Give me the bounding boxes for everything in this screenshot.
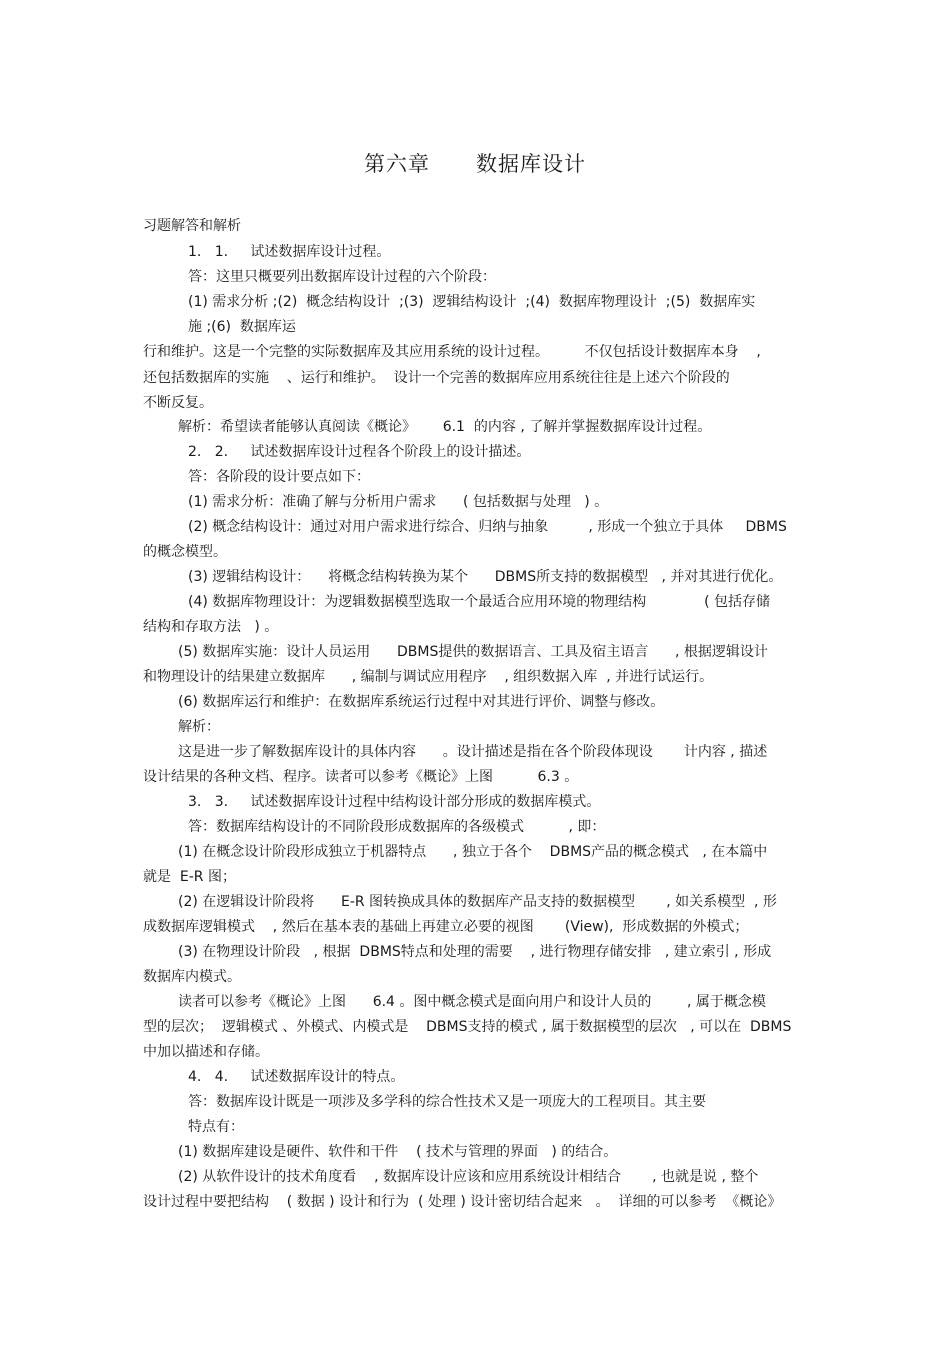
text-line: 设计过程中要把结构 ( 数据 ) 设计和行为 ( 处理 ) 设计密切结合起来 。 详细的可以参考 《概论》: [143, 1194, 782, 1210]
text-line: (4) 数据库物理设计：为逻辑数据模型选取一个最适合应用环境的物理结构 ( 包括存储: [188, 594, 771, 610]
text-line: (1) 需求分析 ;(2) 概念结构设计 ;(3) 逻辑结构设计 ;(4) 数据库物理设计 ;(5) 数据库实: [188, 294, 756, 310]
question-2: 2. 2. 试述数据库设计过程各个阶段上的设计描述。: [188, 444, 531, 460]
text-line: 施 ;(6) 数据库运: [188, 319, 296, 335]
text-line: (1) 在概念设计阶段形成独立于机器特点 , 独立于各个 DBMS产品的概念模式 , 在本篇中: [178, 844, 768, 860]
question-1: 1. 1. 试述数据库设计过程。: [188, 244, 391, 260]
text-line: (2) 在逻辑设计阶段将 E-R 图转换成具体的数据库产品支持的数据模型 , 如关系模型 , 形: [178, 894, 777, 910]
text-line: 解析：希望读者能够认真阅读《概论》 6.1 的内容 , 了解并掌握数据库设计过程。: [178, 419, 712, 435]
question-4: 4. 4. 试述数据库设计的特点。: [188, 1069, 405, 1085]
text-line: 结构和存取方法 ) 。: [143, 619, 279, 635]
text-line: (3) 在物理设计阶段 , 根据 DBMS特点和处理的需要 , 进行物理存储安排 , 建立索引 , 形成: [178, 944, 772, 960]
text-line: 和物理设计的结果建立数据库 , 编制与调试应用程序 , 组织数据入库 , 并进行试运行。: [143, 669, 714, 685]
chapter-title: 第六章 数据库设计: [363, 152, 587, 176]
text-line: (1) 需求分析：准确了解与分析用户需求 ( 包括数据与处理 ) 。: [188, 494, 609, 510]
section-heading: 习题解答和解析: [143, 218, 241, 234]
text-line: 这是进一步了解数据库设计的具体内容 。设计描述是指在各个阶段体现设 计内容 , 描述: [178, 744, 768, 760]
text-line: 答：这里只概要列出数据库设计过程的六个阶段：: [188, 269, 496, 285]
text-line: 的概念模型。: [143, 544, 227, 560]
text-line: 不断反复。: [143, 395, 213, 411]
text-line: 行和维护。这是一个完整的实际数据库及其应用系统的设计过程。 不仅包括设计数据库本身 ,: [143, 344, 761, 360]
text-line: 设计结果的各种文档、程序。读者可以参考《概论》上图 6.3 。: [143, 769, 579, 785]
text-line: 还包括数据库的实施 、运行和维护。 设计一个完善的数据库应用系统往往是上述六个阶段的: [143, 370, 730, 386]
text-line: 解析：: [178, 719, 220, 735]
text-line: 特点有：: [188, 1119, 244, 1135]
question-3: 3. 3. 试述数据库设计过程中结构设计部分形成的数据库模式。: [188, 794, 601, 810]
text-line: 答：各阶段的设计要点如下：: [188, 469, 370, 485]
text-line: (5) 数据库实施：设计人员运用 DBMS提供的数据语言、工具及宿主语言 , 根据逻辑设计: [178, 644, 768, 660]
text-line: 成数据库逻辑模式 , 然后在基本表的基础上再建立必要的视图 (View), 形成数据的外模式；: [143, 919, 749, 935]
text-line: (3) 逻辑结构设计： 将概念结构转换为某个 DBMS所支持的数据模型 , 并对其进行优化。: [188, 569, 783, 585]
text-line: 答：数据库结构设计的不同阶段形成数据库的各级模式 , 即：: [188, 819, 606, 835]
text-line: 读者可以参考《概论》上图 6.4 。图中概念模式是面向用户和设计人员的 , 属于概念模: [178, 994, 766, 1010]
text-line: 答：数据库设计既是一项涉及多学科的综合性技术又是一项庞大的工程项目。其主要: [188, 1094, 706, 1110]
text-line: 就是 E-R 图；: [143, 869, 236, 885]
text-line: 中加以描述和存储。: [143, 1044, 269, 1060]
text-line: 数据库内模式。: [143, 969, 241, 985]
text-line: (6) 数据库运行和维护：在数据库系统运行过程中对其进行评价、调整与修改。: [178, 694, 665, 710]
text-line: (2) 从软件设计的技术角度看 , 数据库设计应该和应用系统设计相结合 , 也就是说 , 整个: [178, 1169, 759, 1185]
text-line: 型的层次； 逻辑模式 、外模式、内模式是 DBMS支持的模式 , 属于数据模型的层次 , 可以在 DBMS: [143, 1019, 792, 1035]
text-line: (2) 概念结构设计：通过对用户需求进行综合、归纳与抽象 , 形成一个独立于具体 DBMS: [188, 519, 787, 535]
text-line: (1) 数据库建设是硬件、软件和干件 ( 技术与管理的界面 ) 的结合。: [178, 1144, 618, 1160]
